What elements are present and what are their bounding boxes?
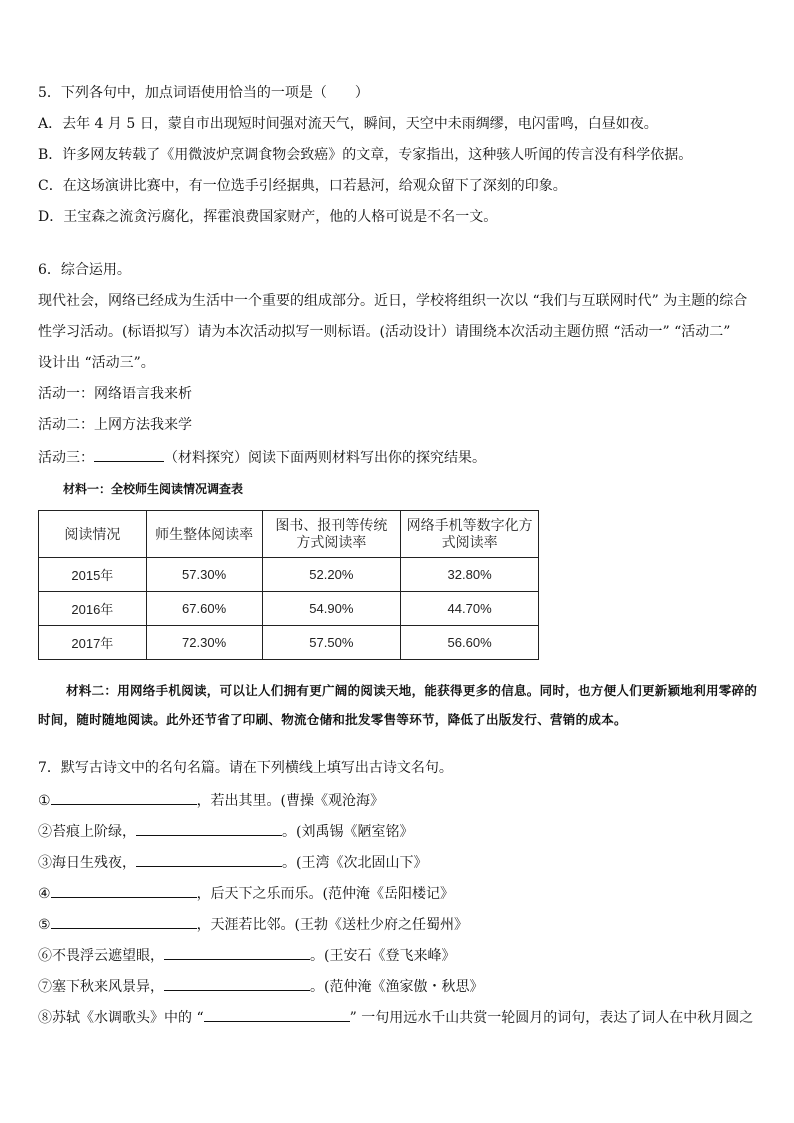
q7-stem: 7．默写古诗文中的名句名篇。请在下列横线上填写出古诗文名句。 — [38, 760, 453, 776]
table-cell: 44.70% — [401, 592, 539, 626]
q7-item-3 — [38, 852, 427, 872]
table-row — [39, 626, 539, 660]
q7-item-post: 。(刘禹锡《陋室铭》 — [282, 824, 414, 840]
reading-survey-table — [38, 510, 539, 660]
q7-item-post: ，若出其里。(曹操《观沧海》 — [196, 793, 385, 809]
q7-item-5 — [38, 914, 468, 934]
q7-item-pre: ②苔痕上阶绿， — [38, 824, 136, 840]
q7-item-pre: ⑦塞下秋来风景异， — [38, 979, 164, 995]
q6-activity-3-prefix: 活动三： — [38, 450, 94, 466]
q7-item-6 — [38, 945, 455, 965]
q7-blank-4[interactable] — [51, 883, 197, 898]
q7-item-7 — [38, 976, 483, 996]
table-cell: 32.80% — [401, 558, 539, 592]
table-header: 阅读情况 — [39, 511, 147, 558]
q7-item-post: ，天涯若比邻。(王勃《送杜少府之任蜀州》 — [196, 917, 469, 933]
q7-item-1 — [38, 790, 384, 810]
table-header-text: 图书、报刊等传统方式阅读率 — [275, 517, 388, 550]
q7-blank-1[interactable] — [51, 790, 197, 805]
q7-blank-7[interactable] — [164, 976, 310, 991]
q6-activity-3 — [38, 447, 486, 467]
q5-option-c: C．在这场演讲比赛中，有一位选手引经据典，口若悬河，给观众留下了深刻的印象。 — [38, 178, 567, 194]
table-cell: 2017年 — [39, 626, 147, 660]
q7-item-pre: ⑧苏轼《水调歌头》中的 “ — [38, 1010, 204, 1026]
table-cell: 52.20% — [262, 558, 401, 592]
q7-blank-3[interactable] — [136, 852, 282, 867]
q5-option-a: A．去年 4 月 5 日，蒙自市出现短时间强对流天气，瞬间，天空中未雨绸缪，电闪雷鸣，白昼如夜。 — [38, 116, 658, 132]
q7-item-pre: ④ — [38, 886, 51, 902]
table-cell: 72.30% — [146, 626, 262, 660]
q7-item-pre: ⑤ — [38, 917, 51, 933]
q7-item-2 — [38, 821, 413, 841]
q5-stem: 5．下列各句中，加点词语使用恰当的一项是（ ） — [38, 85, 369, 101]
table-cell: 57.30% — [146, 558, 262, 592]
q5-option-d: D．王宝森之流贪污腐化，挥霍浪费国家财产，他的人格可说是不名一文。 — [38, 209, 498, 225]
q5-option-b: B．许多网友转载了《用微波炉烹调食物会致癌》的文章，专家指出，这种骇人听闻的传言没有科学依据。 — [38, 147, 693, 163]
table-row — [39, 558, 539, 592]
table-header — [401, 511, 539, 558]
table-header-text: 网络手机等数字化方式阅读率 — [406, 517, 533, 550]
q6-activity-1: 活动一：网络语言我来析 — [38, 386, 192, 402]
table-row — [39, 592, 539, 626]
table-cell: 57.50% — [262, 626, 401, 660]
q7-blank-8[interactable] — [204, 1007, 350, 1022]
q7-blank-5[interactable] — [51, 914, 197, 929]
q7-blank-2[interactable] — [136, 821, 282, 836]
q6-intro-line-3: 设计出 “活动三”。 — [38, 355, 155, 371]
table-header: 师生整体阅读率 — [146, 511, 262, 558]
table-header — [262, 511, 401, 558]
q7-item-pre: ③海日生残夜， — [38, 855, 136, 871]
q6-intro-line-1: 现代社会，网络已经成为生活中一个重要的组成部分。近日，学校将组织一次以 “我们与互联网时代” 为主题的综合 — [38, 293, 748, 309]
q7-item-post: ，后天下之乐而乐。(范仲淹《岳阳楼记》 — [196, 886, 455, 902]
material-2-paragraph: 材料二：用网络手机阅读，可以让人们拥有更广阔的阅读天地，能获得更多的信息。同时，也方便人们更新颖地利用零碎的时间，随时随地阅读。此外还节省了印刷、物流仓储和批发零售等环节，降低了出版发行、营销的成本。 — [38, 683, 758, 727]
q7-blank-6[interactable] — [164, 945, 310, 960]
q7-item-post: ” 一句用远水千山共赏一轮圆月的词句，表达了词人在中秋月圆之 — [349, 1010, 754, 1026]
q7-item-8 — [38, 1007, 753, 1027]
q6-title: 6．综合运用。 — [38, 262, 131, 278]
q7-item-4 — [38, 883, 454, 903]
table-header-row — [39, 511, 539, 558]
q6-activity-3-blank[interactable] — [94, 447, 164, 462]
q7-item-post: 。(范仲淹《渔家傲・秋思》 — [310, 979, 484, 995]
material-1-caption: 材料一：全校师生阅读情况调查表 — [63, 482, 244, 496]
q7-item-pre: ① — [38, 793, 51, 809]
table-cell: 67.60% — [146, 592, 262, 626]
q6-activity-3-suffix: （材料探究）阅读下面两则材料写出你的探究结果。 — [164, 450, 486, 466]
q7-item-pre: ⑥不畏浮云遮望眼， — [38, 948, 164, 964]
q6-intro-line-2: 性学习活动。(标语拟写）请为本次活动拟写一则标语。(活动设计）请围绕本次活动主题仿照 “活动一” “活动二” — [38, 324, 731, 340]
q7-item-post: 。(王湾《次北固山下》 — [282, 855, 428, 871]
table-cell: 56.60% — [401, 626, 539, 660]
table-cell: 54.90% — [262, 592, 401, 626]
q7-item-post: 。(王安石《登飞来峰》 — [310, 948, 456, 964]
table-cell: 2015年 — [39, 558, 147, 592]
table-cell: 2016年 — [39, 592, 147, 626]
q6-activity-2: 活动二：上网方法我来学 — [38, 417, 192, 433]
